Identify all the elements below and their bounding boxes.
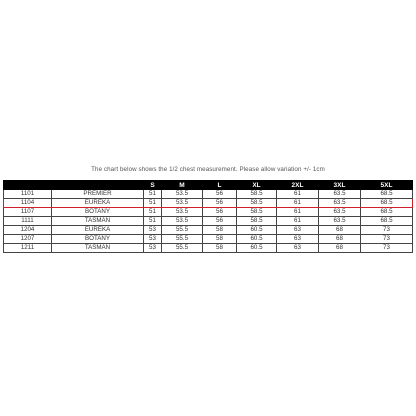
cell-style-name: TASMAN xyxy=(52,217,144,226)
cell-size-2xl: 61 xyxy=(277,208,319,217)
cell-style-code: 1107 xyxy=(4,208,52,217)
cell-size-s: 51 xyxy=(144,199,162,208)
cell-size-3xl: 63.5 xyxy=(319,199,361,208)
header-size-2xl: 2XL xyxy=(277,181,319,190)
cell-size-5xl: 68.5 xyxy=(361,190,413,199)
cell-size-5xl: 73 xyxy=(361,244,413,253)
cell-size-5xl: 68.5 xyxy=(361,217,413,226)
cell-style-code: 1204 xyxy=(4,226,52,235)
cell-size-xl: 60.5 xyxy=(237,244,277,253)
cell-size-3xl: 63.5 xyxy=(319,208,361,217)
cell-size-2xl: 61 xyxy=(277,199,319,208)
table-row xyxy=(4,226,413,235)
header-row xyxy=(4,181,413,190)
cell-style-code: 1211 xyxy=(4,244,52,253)
cell-style-name: PREMIER xyxy=(52,190,144,199)
cell-size-m: 55.5 xyxy=(162,244,203,253)
cell-size-s: 53 xyxy=(144,226,162,235)
cell-size-3xl: 63.5 xyxy=(319,217,361,226)
cell-style-code: 1111 xyxy=(4,217,52,226)
cell-size-m: 53.5 xyxy=(162,208,203,217)
cell-style-name: BOTANY xyxy=(52,235,144,244)
table-row xyxy=(4,235,413,244)
cell-size-2xl: 61 xyxy=(277,217,319,226)
size-chart-table xyxy=(3,180,413,253)
cell-size-s: 53 xyxy=(144,235,162,244)
cell-size-5xl: 68.5 xyxy=(361,199,413,208)
cell-size-l: 56 xyxy=(203,199,237,208)
cell-size-xl: 58.5 xyxy=(237,208,277,217)
header-style xyxy=(52,181,144,190)
cell-size-xl: 58.5 xyxy=(237,217,277,226)
cell-size-xl: 58.5 xyxy=(237,190,277,199)
cell-size-2xl: 63 xyxy=(277,226,319,235)
table-row xyxy=(4,208,413,217)
cell-style-code: 1101 xyxy=(4,190,52,199)
cell-size-2xl: 61 xyxy=(277,190,319,199)
cell-size-l: 58 xyxy=(203,226,237,235)
cell-size-l: 56 xyxy=(203,190,237,199)
cell-size-3xl: 68 xyxy=(319,226,361,235)
cell-style-code: 1104 xyxy=(4,199,52,208)
cell-size-xl: 58.5 xyxy=(237,199,277,208)
cell-size-m: 53.5 xyxy=(162,190,203,199)
header-size-3xl: 3XL xyxy=(319,181,361,190)
table-row xyxy=(4,190,413,199)
cell-size-s: 51 xyxy=(144,190,162,199)
cell-size-l: 58 xyxy=(203,235,237,244)
table-row xyxy=(4,217,413,226)
cell-style-name: BOTANY xyxy=(52,208,144,217)
header-code xyxy=(4,181,52,190)
table-body xyxy=(4,190,413,253)
cell-size-s: 53 xyxy=(144,244,162,253)
cell-size-3xl: 68 xyxy=(319,235,361,244)
cell-style-code: 1207 xyxy=(4,235,52,244)
cell-size-s: 51 xyxy=(144,217,162,226)
cell-style-name: EUREKA xyxy=(52,226,144,235)
cell-size-l: 58 xyxy=(203,244,237,253)
cell-size-5xl: 73 xyxy=(361,226,413,235)
cell-size-m: 55.5 xyxy=(162,235,203,244)
cell-size-5xl: 68.5 xyxy=(361,208,413,217)
cell-size-5xl: 73 xyxy=(361,235,413,244)
cell-size-2xl: 63 xyxy=(277,244,319,253)
cell-size-3xl: 68 xyxy=(319,244,361,253)
cell-size-l: 56 xyxy=(203,217,237,226)
cell-size-m: 53.5 xyxy=(162,199,203,208)
header-size-5xl: 5XL xyxy=(361,181,413,190)
cell-size-3xl: 63.5 xyxy=(319,190,361,199)
cell-size-m: 55.5 xyxy=(162,226,203,235)
cell-size-2xl: 63 xyxy=(277,235,319,244)
cell-size-s: 51 xyxy=(144,208,162,217)
cell-size-l: 56 xyxy=(203,208,237,217)
header-size-s: S xyxy=(144,181,162,190)
cell-size-xl: 60.5 xyxy=(237,235,277,244)
table-row xyxy=(4,244,413,253)
chart-caption: The chart below shows the 1/2 chest measurement. Please allow variation +/- 1cm xyxy=(91,166,325,173)
cell-size-m: 53.5 xyxy=(162,217,203,226)
header-size-m: M xyxy=(162,181,203,190)
cell-style-name: TASMAN xyxy=(52,244,144,253)
cell-style-name: EUREKA xyxy=(52,199,144,208)
header-size-l: L xyxy=(203,181,237,190)
cell-size-xl: 60.5 xyxy=(237,226,277,235)
header-size-xl: XL xyxy=(237,181,277,190)
table-row xyxy=(4,199,413,208)
